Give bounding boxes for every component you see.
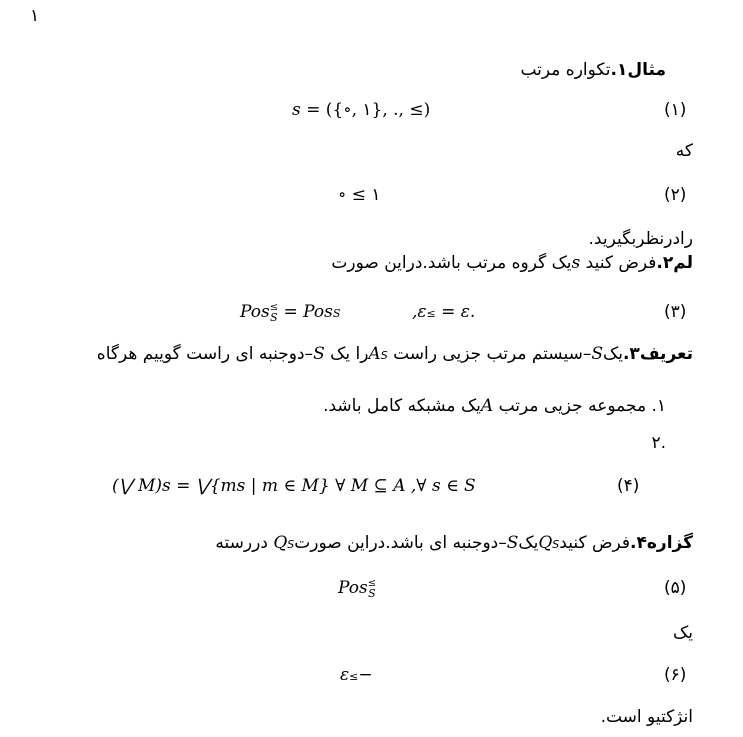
- equation-3: [240, 302, 340, 323]
- lemma2-text-b: یک گروه مرتب باشد.دراین صورت: [331, 253, 572, 273]
- definition3-text-d: –دوجنبه ای راست گوییم هرگاه: [96, 344, 314, 364]
- definition3-heading: تعریف۳.: [622, 344, 693, 364]
- equation-6-number: (۶): [664, 665, 687, 685]
- lemma2-heading: لم۲.: [656, 253, 693, 273]
- definition3-sub-s: S: [380, 349, 388, 362]
- proposition4-var-q2: Q: [273, 533, 288, 553]
- example1-heading: مثال۱.: [610, 60, 666, 80]
- equation-3-number: (۳): [664, 302, 687, 322]
- equation-3-pos: Pos: [240, 302, 270, 322]
- equation-6: [340, 665, 373, 685]
- list-item-1-text-b: یک مشبکه کامل باشد.: [323, 396, 481, 416]
- list-item-1-text-a: مجموعه جزیی مرتب: [493, 396, 647, 416]
- proposition4-text-a: فرض کنید: [559, 533, 631, 553]
- proposition4-text-b: یک: [518, 533, 539, 553]
- example1-text: تکواره مرتب: [520, 60, 611, 80]
- equation-5-sup: ≤: [367, 577, 377, 589]
- equation-3-eps: [412, 302, 475, 322]
- line-consider: رادرنظربگیرید.: [588, 229, 693, 249]
- equation-1-number: (۱): [664, 100, 687, 120]
- proposition4-line: [215, 533, 693, 553]
- equation-5-pos: Pos: [338, 578, 368, 598]
- equation-3-eps-tail: = ε.: [435, 302, 476, 322]
- equation-2-number: (۲): [664, 185, 687, 205]
- equation-3-eps-part: ,ε: [412, 302, 427, 322]
- equation-3-eps-sub: ≤: [426, 307, 436, 320]
- definition3-var-a: A: [368, 344, 381, 364]
- proposition4-sub-s2: S: [287, 538, 295, 551]
- list-item-2: .۲: [651, 433, 666, 453]
- equation-2: ∘ ≤ ۱: [338, 185, 381, 205]
- definition3-var-s2: S: [313, 344, 325, 364]
- proposition4-text-c: –دوجنبه ای باشد.دراین صورت: [294, 533, 507, 553]
- equation-3-sub2: S: [332, 307, 341, 320]
- proposition4-text-d: دررسته: [215, 533, 274, 553]
- definition3-var-s1: S: [591, 344, 603, 364]
- proposition4-var-s: S: [506, 533, 519, 553]
- lemma2-line: [331, 253, 693, 273]
- line-injective: انژکتیو است.: [600, 707, 693, 727]
- proposition4-var-q: Q: [538, 533, 553, 553]
- equation-5: [338, 578, 376, 599]
- equation-5-sub: S: [368, 586, 376, 600]
- equation-4: (⋁ M)s = ⋁{ms | m ∈ M} ∀ M ⊆ A ,∀ s ∈ S: [112, 476, 476, 496]
- definition3-line: [97, 344, 693, 364]
- equation-3-sup: ≤: [269, 301, 279, 313]
- definition3-text-c: را یک: [324, 344, 369, 364]
- lemma2-var-s: s: [571, 253, 581, 273]
- equation-3-sub: S: [270, 310, 278, 324]
- proposition4-heading: گزاره۴.: [630, 533, 693, 553]
- definition3-text-b: –سیستم مرتب جزیی راست: [387, 344, 592, 364]
- equation-6-tail: −: [358, 665, 373, 685]
- page-number: ۱: [30, 6, 40, 26]
- equation-6-eps: ε: [340, 665, 350, 685]
- definition3-text-a: یک: [603, 344, 623, 364]
- list-item-1-marker: ۱.: [651, 396, 666, 416]
- line-yek: یک: [673, 623, 693, 643]
- equation-1: [292, 100, 430, 120]
- equation-6-sub: ≤: [349, 670, 359, 683]
- lemma2-text-a: فرض کنید: [580, 253, 657, 273]
- list-item-1-var-a: A: [480, 396, 494, 416]
- equation-4-number: (۴): [617, 476, 640, 496]
- list-item-1: [323, 396, 666, 416]
- equation-5-number: (۵): [664, 578, 687, 598]
- equation-1-lhs: s: [292, 100, 301, 120]
- proposition4-sub-s: S: [552, 538, 560, 551]
- equation-1-rhs: = ({∘, ۱}, ., ≤): [300, 100, 431, 120]
- example1-line: [520, 60, 666, 80]
- equation-3-mid: = Pos: [278, 302, 333, 322]
- line-ke: که: [675, 141, 693, 161]
